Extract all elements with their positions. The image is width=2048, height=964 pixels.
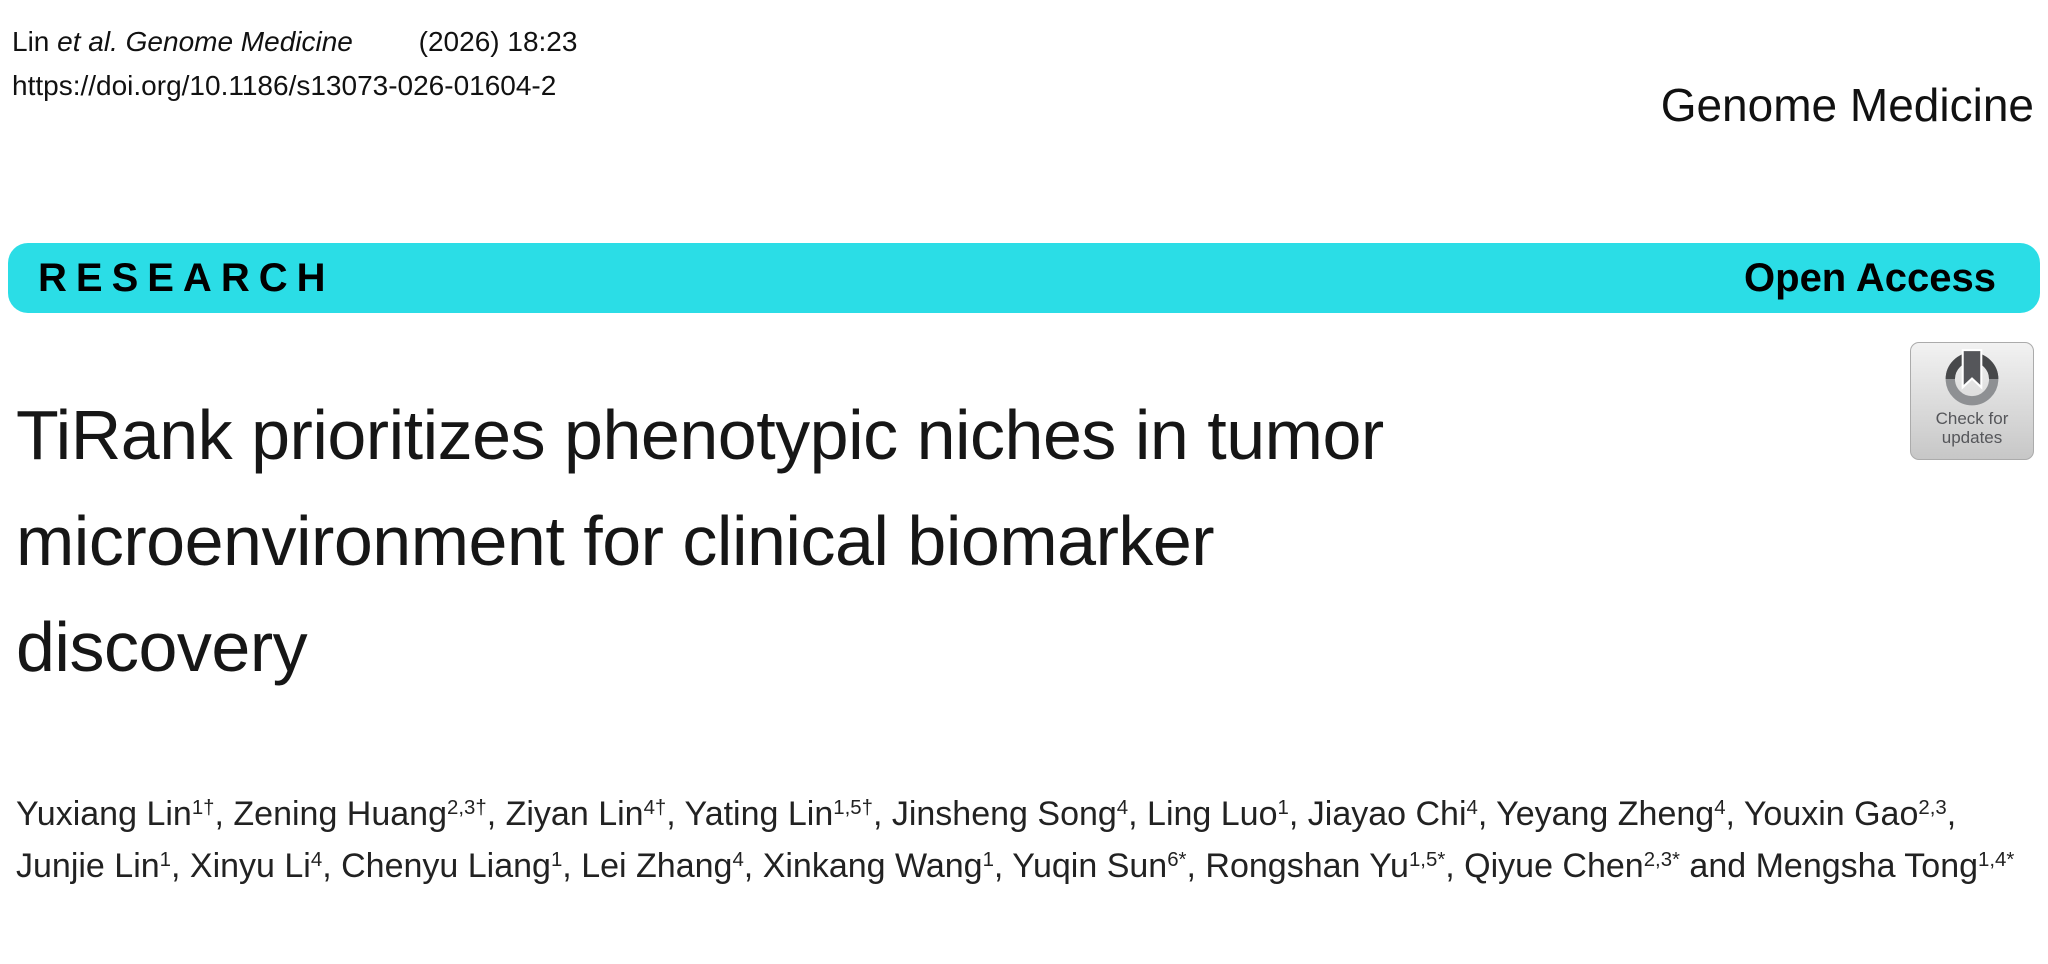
crossmark-bookmark-icon <box>1941 347 2003 409</box>
author: Youxin Gao$^{2,3}$ <box>1743 795 1947 833</box>
author-affiliation-sup: 2,3 <box>1918 796 1947 819</box>
author-affiliation-sup: 4 <box>1116 796 1129 819</box>
article-title <box>16 382 1906 700</box>
author-affiliation-sup: 1 <box>982 848 994 871</box>
journal-name: Genome Medicine <box>1660 79 2034 131</box>
citation-line <box>12 20 577 64</box>
article-type-label: RESEARCH <box>38 255 335 300</box>
author: Junjie Lin$^1$ <box>16 847 171 885</box>
author-affiliation-sup: 4 <box>310 848 323 871</box>
author: Yuxiang Lin$^{1\dagger}$ <box>16 795 215 833</box>
doi-link[interactable]: https://doi.org/10.1186/s13073-026-01604-2 <box>12 70 557 101</box>
author-affiliation-sup: 2,3† <box>447 796 487 819</box>
title-line: microenvironment for clinical biomarker <box>16 502 1215 580</box>
author-affiliation-sup: 2,3* <box>1643 848 1680 871</box>
author: Zening Huang$^{2,3\dagger}$ <box>233 795 487 833</box>
author: Jiayao Chi$^4$ <box>1307 795 1478 833</box>
author: Yeyang Zheng$^4$ <box>1496 795 1726 833</box>
author-affiliation-sup: 1† <box>191 796 215 819</box>
author-list: Yuxiang Lin$^{1\dagger}$, Zening Huang$^{2,3\dagger}$, Ziyan Lin$^{4\dagger}$, Yating Lin$^{1,5\dagger}$, Jinsheng Song$^4$, Ling Luo$^1$, Jiayao Chi$^4$, Yeyang Zheng$^4$, Youxin Gao$^{2,3}$, Junjie Lin$^1$, Xinyu Li$^4$, Chenyu Liang$^1$, Lei Zhang$^4$, Xinkang Wang$^1$, Yuqin Sun$^{6*}$, Rongshan $Yu^{1,5*}$, Qiyue Chen$^{2,3*}$ and Mengsha Tong$^{1,4*}$ <box>16 795 2015 885</box>
author: Jinsheng Song$^4$ <box>891 795 1129 833</box>
author-affiliation-sup: 4 <box>1466 796 1478 819</box>
author-affiliation-sup: 6* <box>1167 848 1187 871</box>
author-affiliation-sup: 4† <box>643 796 667 819</box>
article-type-banner <box>8 243 2040 313</box>
citation-block <box>12 20 577 108</box>
author: Mengsha Tong$^{1,4*}$ <box>1755 847 2015 885</box>
citation-author: Lin <box>12 26 50 57</box>
author: Qiyue Chen$^{2,3*}$ <box>1464 847 1680 885</box>
citation-issue: (2026) 18:23 <box>418 26 578 57</box>
author-affiliation-sup: 1 <box>1277 796 1289 819</box>
open-access-label: Open Access <box>1744 255 1996 300</box>
check-for-updates-badge[interactable] <box>1910 342 2034 460</box>
author-affiliation-sup: 4 <box>1714 796 1726 819</box>
author: Rongshan $Yu^{1,5*}$ <box>1205 847 1446 885</box>
author-affiliation-sup: 1 <box>159 848 171 871</box>
author: Ziyan Lin$^{4\dagger}$ <box>505 795 667 833</box>
author-affiliation-sup: 1,4* <box>1978 848 2015 871</box>
author: Lei Zhang$^4$ <box>581 847 744 885</box>
citation-journal: et al. Genome Medicine <box>57 26 353 57</box>
title-line: discovery <box>16 608 308 686</box>
check-for-updates-text <box>1936 409 2009 447</box>
title-line: TiRank prioritizes phenotypic niches in tumor <box>16 396 1384 474</box>
author-affiliation-sup: 4 <box>732 848 744 871</box>
author: Yuqin Sun$^{6*}$ <box>1012 847 1187 885</box>
author-affiliation-sup: 1,5* <box>1408 848 1446 871</box>
author-affiliation-sup: 1 <box>550 848 563 871</box>
author: Yating Lin$^{1,5\dagger}$ <box>684 795 873 833</box>
author: Xinyu Li$^4$ <box>189 847 323 885</box>
badge-text-line2: updates <box>1941 428 2003 447</box>
author: Xinkang Wang$^1$ <box>762 847 994 885</box>
author-affiliation-sup: 1,5† <box>833 796 873 819</box>
author: Ling Luo$^1$ <box>1147 795 1289 833</box>
badge-text-line1: Check for <box>1935 409 2009 428</box>
author: Chenyu Liang$^1$ <box>341 847 563 885</box>
